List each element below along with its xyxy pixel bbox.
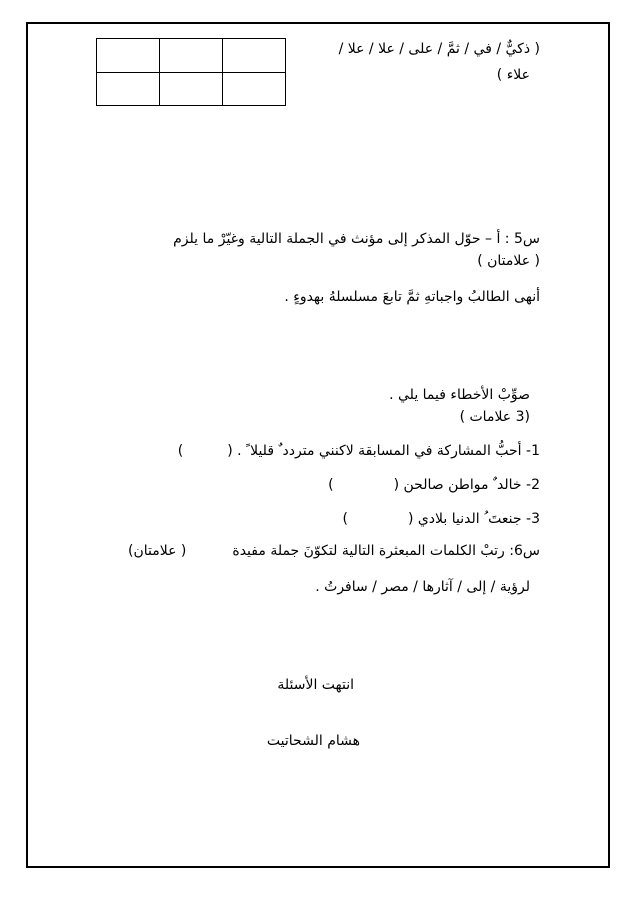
correction-item-close: ) [328,477,334,493]
word-list-line-1: ( ذكيٌّ / في / ثمَّ / على / علا / علا / [338,41,540,57]
q6-title-text: س6: رتبْ الكلمات المبعثرة التالية لتكوّنَ جملة مفيدة [232,543,540,559]
answer-grid-row [97,39,286,73]
word-list-line-2: علاء ) [496,67,530,83]
correction-item-close: ) [342,511,348,527]
q5-title: س5 : أ – حوّل المذكر إلى مؤنث في الجملة التالية وغيّرْ ما يلزم [173,231,540,247]
answer-grid-cell [97,72,160,106]
answer-grid [96,38,286,106]
footer-end: انتهت الأسئلة [277,677,354,693]
q5b-marks: (3 علامات ) [459,409,530,425]
answer-grid-cell [223,72,286,106]
correction-item-text: 2- خالد ٌ مواطن صالحن ( [393,477,540,493]
answer-grid-cell [223,39,286,73]
footer-author: هشام الشحاتيت [266,733,360,749]
q6-marks: ( علامتان) [128,543,187,559]
q5-marks: ( علامتان ) [477,253,540,269]
answer-grid-row [97,72,286,106]
answer-grid-cell [160,39,223,73]
q5b-title: صوِّبْ الأخطاء فيما يلي . [389,387,530,403]
answer-grid-cell [160,72,223,106]
q5-sentence: أنهى الطالبُ واجباتهِ ثمَّ تابعَ مسلسلهُ بهدوءٍ . [284,289,540,305]
q6-title [128,542,540,560]
q6-words: لرؤية / إلى / آثارها / مصر / سافرتُ . [315,579,530,595]
correction-item-1 [178,442,540,460]
correction-item-3 [342,510,540,528]
correction-item-text: 1- أحبُّ المشاركة في المسابقة لاكنني متردد ٌ قليلا ً . ( [227,443,540,459]
answer-grid-cell [97,39,160,73]
correction-item-2 [328,476,540,494]
correction-item-close: ) [177,443,184,459]
correction-item-text: 3- جنعتَ ُ الدنيا بلادي ( [407,511,540,527]
